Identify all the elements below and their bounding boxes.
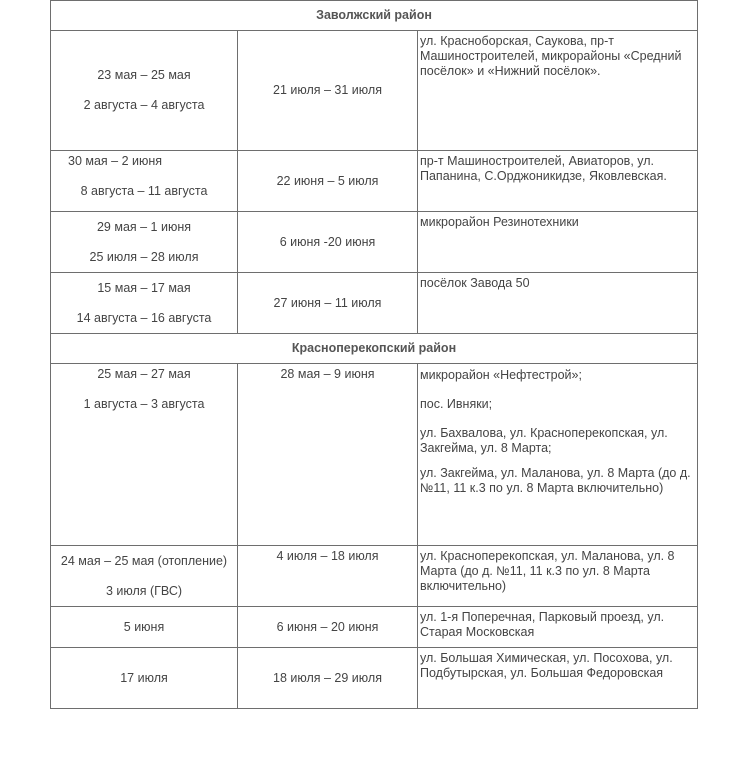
test-date-1: 5 июня (123, 619, 165, 634)
area-text: пр-т Машиностроителей, Авиаторов, ул. Папанина, С.Орджоникидзе, Яковлевская. (420, 154, 667, 183)
table-row (51, 151, 698, 212)
area-text: микрорайон «Нефтестрой»; (420, 368, 582, 382)
table-row (51, 212, 698, 273)
table-row (51, 607, 698, 648)
area-cell (418, 31, 698, 151)
test-dates-cell (51, 546, 238, 607)
table-row (51, 364, 698, 546)
test-dates-cell (51, 212, 238, 273)
area-text: ул. Закгейма, ул. Маланова, ул. 8 Марта (до д. №11, 11 к.3 по ул. 8 Марта включительно) (420, 466, 691, 495)
test-dates-cell (51, 607, 238, 648)
test-date-1: 23 мая – 25 мая (97, 68, 191, 82)
schedule-table (50, 0, 698, 709)
shutdown-period-cell: 28 мая – 9 июня (238, 364, 418, 546)
area-cell (418, 212, 698, 273)
area-text: ул. Красноборская, Саукова, пр-т Машиностроителей, микрорайоны «Средний посёлок» и «Нижний посёлок». (420, 34, 682, 78)
shutdown-period-cell: 18 июля – 29 июля (238, 648, 418, 709)
section-header-row (51, 1, 698, 31)
shutdown-period-cell: 27 июня – 11 июля (238, 273, 418, 334)
section-header-row (51, 334, 698, 364)
area-cell (418, 546, 698, 607)
test-dates-cell (51, 151, 238, 212)
area-text: посёлок Завода 50 (420, 276, 530, 290)
shutdown-period-cell: 21 июля – 31 июля (238, 31, 418, 151)
test-date-2: 3 июля (ГВС) (105, 583, 183, 598)
table-row (51, 273, 698, 334)
section-title: Красноперекопский район (51, 334, 698, 364)
area-text: ул. Красноперекопская, ул. Маланова, ул. 8 Марта (до д. №11, 11 к.3 по ул. 8 Марта включительно) (420, 549, 675, 593)
shutdown-period-cell: 6 июня -20 июня (238, 212, 418, 273)
test-date-1: 15 мая – 17 мая (97, 280, 191, 295)
area-cell (418, 607, 698, 648)
table-row (51, 31, 698, 151)
section-title: Заволжский район (51, 1, 698, 31)
test-date-2: 1 августа – 3 августа (83, 397, 205, 411)
test-date-1: 17 июля (120, 670, 168, 685)
area-cell (418, 273, 698, 334)
test-dates-cell (51, 273, 238, 334)
area-text: ул. Бахвалова, ул. Красноперекопская, ул. Закгейма, ул. 8 Марта; (420, 426, 668, 455)
test-date-1: 24 мая – 25 мая (отопление) (60, 553, 228, 568)
test-dates-cell (51, 648, 238, 709)
area-cell (418, 648, 698, 709)
area-text: пос. Ивняки; (420, 397, 493, 411)
area-text: ул. Большая Химическая, ул. Посохова, ул. Подбутырская, ул. Большая Федоровская (420, 651, 673, 680)
test-date-1: 29 мая – 1 июня (96, 219, 192, 234)
shutdown-period-cell: 22 июня – 5 июля (238, 151, 418, 212)
shutdown-period-cell: 6 июня – 20 июня (238, 607, 418, 648)
area-text: ул. 1-я Поперечная, Парковый проезд, ул. Старая Московская (420, 610, 665, 639)
test-date-2: 8 августа – 11 августа (80, 184, 208, 198)
test-dates-cell (51, 31, 238, 151)
area-cell (418, 364, 698, 546)
area-text: микрорайон Резинотехники (420, 215, 579, 229)
test-dates-cell (51, 364, 238, 546)
test-date-1: 30 мая – 2 июня (68, 154, 163, 168)
test-date-2: 25 июля – 28 июля (89, 249, 199, 264)
area-cell (418, 151, 698, 212)
test-date-1: 25 мая – 27 мая (97, 367, 191, 381)
table-row (51, 546, 698, 607)
test-date-2: 14 августа – 16 августа (76, 310, 212, 325)
test-date-2: 2 августа – 4 августа (83, 98, 205, 112)
shutdown-period-cell: 4 июля – 18 июля (238, 546, 418, 607)
table-row (51, 648, 698, 709)
